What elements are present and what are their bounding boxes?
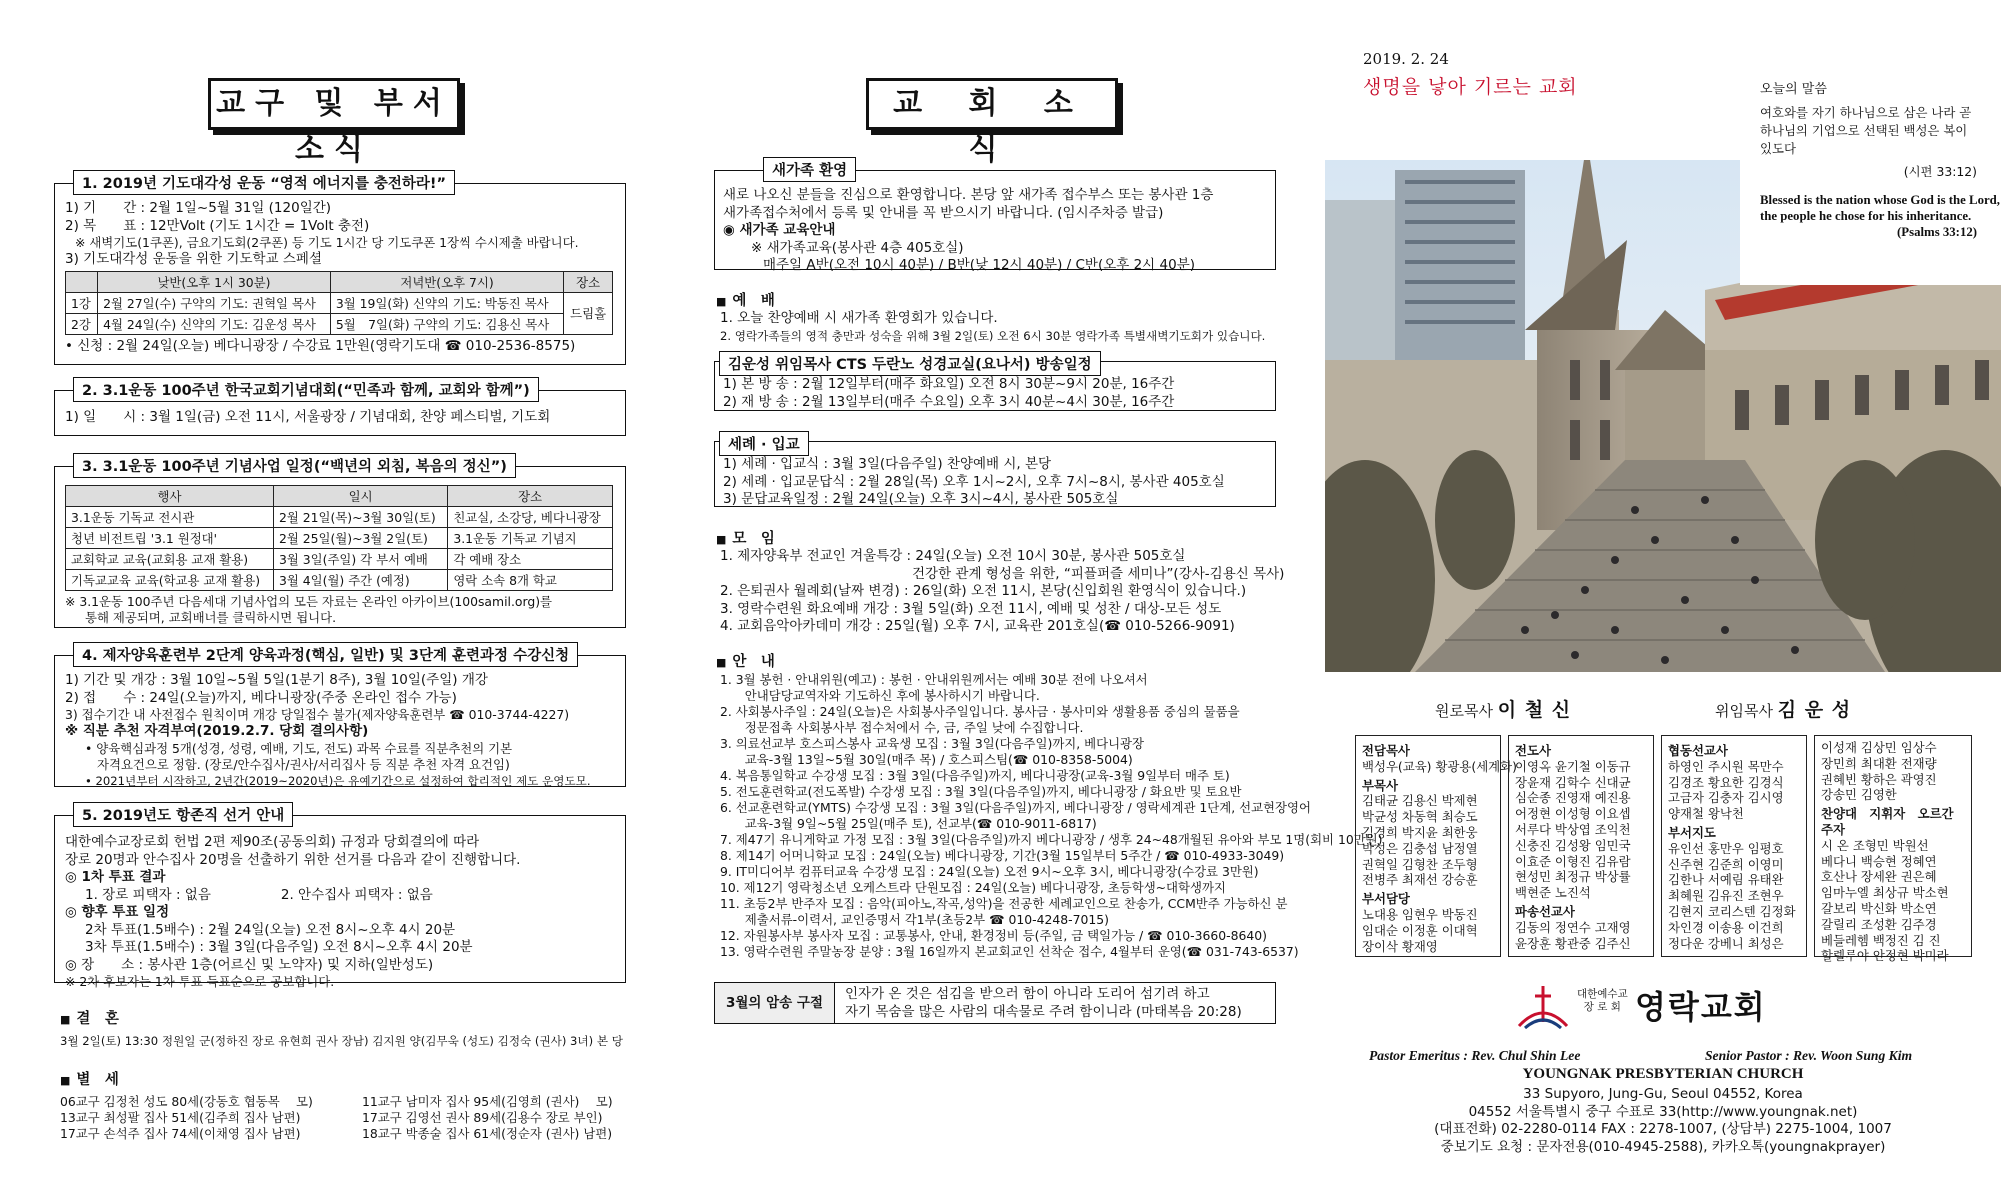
staff-names: 신주현 김준희 이영미 xyxy=(1668,856,1784,872)
staff-names: 갈릴리 조성환 김주경 xyxy=(1821,916,1937,932)
text-line: 1) 일 시 : 3월 1일(금) 오전 11시, 서울광장 / 기념대회, 찬양 페스티벌, 기도회 xyxy=(65,409,551,425)
box-prayer-movement xyxy=(54,176,626,365)
box-march1-assembly xyxy=(54,383,626,436)
box-election: 5. 2019년도 항존직 선거 안내 대한예수교장로회 헌법 2편 제90조(공동의회) 규정과 당회결의에 따라 장로 20명과 안수집사 20명을 선출하기 위한 선거를 다음과 같이 진행합니다. ◎ 1차 투표 결과 1. 장로 피택자 : 없음 2. 안수집사 피택자 : 없음 ◎ 향후 투표 일정 2차 투표(1.5배수) : 2월 24일(오늘) 오전 8시~오후 4시 20분 3차 투표(1.5배수) : 3월 3일(다음주일) 오전 8시~오후 4시 20분 ◎ 장 소 : 봉사관 1층(어르신 및 노약자) 및 지하(일반성도) ※ 2차 후보자는 1차 투표 득표순으로 공보합니다. xyxy=(54,815,626,983)
guide-item: 12. 자원봉사부 봉사자 모집 : 교통봉사, 안내, 환경정비 등(주일, 금 택일가능 / ☎ 010-3660-8640) xyxy=(720,928,1267,943)
meeting-heading: ■ 모 임 xyxy=(716,527,775,548)
staff-names: 권혜빈 황하은 곽영진 xyxy=(1821,771,1937,787)
table-header: 행사 xyxy=(66,486,274,507)
box-heading: 4. 제자양육훈련부 2단계 양육과정(핵심, 일반) 및 3단계 훈련과정 수강신청 xyxy=(73,642,578,667)
table-header: 일시 xyxy=(273,486,447,507)
box-heading: 3. 3.1운동 100주년 기념사업 일정(“백년의 외침, 복음의 정신”) xyxy=(73,453,516,478)
staff-names: 하영인 주시원 목만수 xyxy=(1668,758,1784,774)
section-title-district: 교구 및 부서소식 xyxy=(208,78,460,130)
box-memory-verse: 3월의 암송 구절 인자가 온 것은 섬김을 받으러 함이 아니라 도리어 섬기려 하고 자기 목숨을 많은 사람의 대속물로 주려 함이니라 (마태복음 20:28) xyxy=(714,982,1276,1024)
staff-names: 노대용 임현우 박동진 xyxy=(1362,906,1478,922)
box-newcomer: 새가족 환영 새로 나오신 분들을 진심으로 환영합니다. 본당 앞 새가족 접수부스 또는 봉사관 1층 새가족접수처에서 등록 및 안내를 꼭 받으시기 바랍니다. (임시주차증 발급) ◉ 새가족 교육안내 ※ 새가족교육(봉사관 4층 405호실) 매주일 A반(오전 10시 40분) / B반(낮 12시 40분) / C반(오후 2시 40분) xyxy=(714,170,1276,270)
guide-item: 교육-3월 9일~5월 25일(매주 토), 선교부(☎ 010-9011-6817) xyxy=(720,816,1097,831)
box-heading: 세례 · 입교 xyxy=(719,431,809,456)
section-title-church: 교 회 소 식 xyxy=(866,78,1118,130)
left-column xyxy=(40,0,640,1192)
guide-item: 교육-3월 13일~5월 30일(매주 목) / 호스피스팀(☎ 010-8358-5004) xyxy=(720,752,1133,767)
staff-names: 강송민 김영한 xyxy=(1821,787,1897,803)
table-header: 장소 xyxy=(564,271,613,292)
staff-group-heading: 부목사 xyxy=(1362,777,1398,793)
staff-names: 이영옥 윤기철 이동규 xyxy=(1515,758,1631,774)
staff-names: 김태균 김용신 박제현 xyxy=(1362,793,1478,809)
staff-names: 현성민 최정규 박상률 xyxy=(1515,869,1631,885)
staff-names: 김동의 정연수 고재영 xyxy=(1515,919,1631,935)
worship-heading: ■ 예 배 xyxy=(716,289,775,310)
text-line: • 신청 : 2월 24일(오늘) 베다니광장 / 수강료 1만원(영락기도대 ☎ 010-2536-8575) xyxy=(65,337,576,354)
obituary-heading: ■ 별 세 xyxy=(60,1068,119,1089)
table-row: 기독교교육 교육(학교용 교재 활용) 3월 4일(월) 주간 (예정) 영락 소속 8개 학교 xyxy=(66,570,613,591)
staff-names: 김현지 코리스텐 김정화 xyxy=(1668,903,1796,919)
text-line: 3) 기도대각성 운동을 위한 기도학교 스페셜 xyxy=(65,251,323,267)
staff-names: 백현준 노진석 xyxy=(1515,885,1591,901)
staff-group-heading: 부서담당 xyxy=(1362,891,1410,907)
guide-item: 11. 초등2부 반주자 모집 : 음악(피아노,작곡,성악)을 전공한 세례교인으로 찬송가, CCM반주 가능하신 분 xyxy=(720,896,1288,911)
staff-names: 고금자 김충자 김시영 xyxy=(1668,790,1784,806)
table-row: 청년 비전트립 '3.1 원정대' 2월 25일(월)~3월 2일(토) 3.1운동 기독교 기념지 xyxy=(66,528,613,549)
today-word-title: 오늘의 말씀 xyxy=(1760,82,1827,97)
projects-table xyxy=(65,485,613,591)
obituary-list-left: 06교구 김정천 성도 80세(강동호 협동목 모) 13교구 최성팔 집사 51세(김주희 집사 남편) 17교구 손석주 집사 74세(이채영 집사 남편) xyxy=(60,1094,313,1141)
staff-names: 장이삭 황재영 xyxy=(1362,938,1438,954)
staff-names: 신충진 김성왕 임민국 xyxy=(1515,837,1631,853)
table-header: 낮반(오후 1시 30분) xyxy=(98,271,331,292)
staff-names: 갈보리 박신화 박소연 xyxy=(1821,900,1937,916)
staff-names: 장윤재 김학수 신대균 xyxy=(1515,774,1631,790)
staff-names: 김경희 박지윤 최한웅 xyxy=(1362,824,1478,840)
staff-names: 차인경 이송용 이건희 xyxy=(1668,919,1784,935)
table-row: 3.1운동 기독교 전시관 2월 21일(목)~3월 30일(토) 친교실, 소강당, 베다니광장 xyxy=(66,507,613,528)
box-heading: 2. 3.1운동 100주년 한국교회기념대회(“민족과 함께, 교회와 함께”) xyxy=(73,377,539,402)
guide-item: 5. 전도훈련학교(전도폭발) 수강생 모집 : 3월 3일(다음주일)까지, 베다니광장 / 화요반 및 토요반 xyxy=(720,784,1242,799)
note: 통해 제공되며, 교회배너를 클릭하시면 됩니다. xyxy=(85,610,337,625)
staff-group-heading: 전담목사 xyxy=(1362,743,1410,758)
right-column xyxy=(1325,0,2001,1192)
prayer-school-table xyxy=(65,271,613,335)
box-baptism: 세례 · 입교 1) 세례 · 입교식 : 3월 3일(다음주일) 찬양예배 시, 본당 2) 세례 · 입교문답식 : 2월 28일(목) 오후 1시~2시, 오후 7시~8시, 봉사관 405호실 3) 문답교육일정 : 2월 24일(오늘) 오후 3시~4시, 봉사관 505호실 xyxy=(714,441,1276,507)
pastor-emeritus: 원로목사 이 철 신 xyxy=(1435,699,1572,721)
church-slogan: 생명을 낳아 기르는 교회 xyxy=(1363,76,1578,98)
guide-item: 4. 복음통일학교 수강생 모집 : 3월 3일(다음주일)까지, 베다니광장(교육-3월 9일부터 매주 토) xyxy=(720,768,1230,783)
memory-verse-label: 3월의 암송 구절 xyxy=(715,983,835,1023)
verse-ref-en: (Psalms 33:12) xyxy=(1897,225,1977,239)
box-discipleship: 4. 제자양육훈련부 2단계 양육과정(핵심, 일반) 및 3단계 훈련과정 수강신청 1) 기간 및 개강 : 3월 10일~5월 5일(1분기 8주), 3월 10일(주일) 개강 2) 접 수 : 24일(오늘)까지, 베다니광장(주중 온라인 접수 가능) 3) 접수기간 내 사전접수 원칙이며 개강 당일접수 불가(제자양육훈련부 ☎ 010-3744-4227) ※ 직분 추천 자격부여(2019.2.7. 당회 결의사항) • 양육핵심과정 5개(성경, 성령, 예배, 기도, 전도) 과목 수료를 직분추천의 기본 자격요건으로 정함. (장로/안수집사/권사/서리집사 등 직분 추천 자격 요건임) • 2021년부터 시작하고, 2년간(2019~2020년)은 유예기간으로 설정하여 합리적인 제도 운영도모. xyxy=(54,655,626,787)
church-name: 영락교회 xyxy=(1635,988,1767,1026)
staff-names: 할렐루야 안정현 박미라 xyxy=(1821,948,1949,964)
table-row: 교회학교 교육(교회용 교재 활용) 3월 3일(주일) 각 부서 예배 각 예배 장소 xyxy=(66,549,613,570)
middle-column: 교 회 소 식 새가족 환영 새로 나오신 분들을 진심으로 환영합니다. 본당 앞 새가족 접수부스 또는 봉사관 1층 새가족접수처에서 등록 및 안내를 꼭 받으시기 바랍니다. (임시주차증 발급) ◉ 새가족 교육안내 ※ 새가족교육(봉사관 4층 405호실) 매주일 A반(오전 10시 40분) / B반(낮 12시 40분) / C반(오후 2시 40분) ■ 예 배 1. 오늘 찬양예배 시 새가족 환영회가 있습니다. 2. 영락가족들의 영적 충만과 성숙을 위해 3월 2일(토) 오전 6시 30분 영락가족 특별새벽기도회가 있습니다. 김운성 위임목사 CTS 두란노 성경교실(요나서) 방송일정 1) 본 방 송 : 2월 12일부터(매주 화요일) 오전 8시 30분~9시 20분, 16주간 2) 재 방 송 : 2월 13일부터(매주 수요일) 오후 3시 40분~4시 30분, 16주간 세례 · 입교 1) 세례 · 입교식 : 3월 3일(다음주일) 찬양예배 시, 본당 2) 세례 · 입교문답식 : 2월 28일(목) 오후 1시~2시, 오후 7시~8시, 봉사관 405호실 3) 문답교육일정 : 2월 24일(오늘) 오후 3시~4시, 봉사관 505호실 ■ 모 임 1. 제자양육부 전교인 겨울특강 : 24일(오늘) 오전 10시 30분, 봉사관 505호실 건강한 관계 형성을 위한, “피플퍼즐 세미나”(강사-김용신 목사) 2. 은퇴권사 월례회(날짜 변경) : 26일(화) 오전 11시, 본당(신입회원 환영식이 있습니다.) 3. 영락수련원 화요예배 개강 : 3월 5일(화) 오전 11시, 예배 및 성찬 / 대상-모든 성도 4. 교회음악아카데미 개강 : 25일(월) 오후 7시, 교육관 201호실(☎ 010-5266-9091) ■ 안 내 1. 3월 봉헌 · 안내위원(예고) : 봉헌 · 안내위원께서는 예배 30분 전에 나오셔서 안내담당교역자와 기도하신 후에 봉사하시기 바랍니다. 2. 사회봉사주일 : 24일(오늘)은 사회봉사주일입니다. 봉사금 · 봉사미와 생활용품 중심의 물품을 정문접촉 사회봉사부 접수처에서 수, 금, 주일 낮에 수집합니다. 3. 의료선교부 호스피스봉사 교육생 모집 : 3월 3일(다음주일)까지, 베다니광장 교육-3월 13일~5월 30일(매주 목) / 호스피스팀(☎ 010-8358-5004) 4. 복음통일학교 수강생 모집 : 3월 3일(다음주일)까지, 베다니광장(교육-3월 9일부터 매주 토) 5. 전도훈련학교(전도폭발) 수강생 모집 : 3월 3일(다음주일)까지, 베다니광장 / 화요반 및 토요반 6. 선교훈련학교(YMTS) 수강생 모집 : 3월 3일(다음주일)까지, 베다니광장 / 영락세계관 1단계, 선교현장영어 교육-3월 9일~5월 25일(매주 토), 선교부(☎ 010-9011-6817) 7. 제47기 유니게학교 가정 모집 : 3월 3일(다음주일)까지 베다니광장 / 생후 24~48개월된 유아와 부모 1명(회비 10만원) 8. 제14기 어머니학교 모집 : 24일(오늘) 베다니광장, 기간(3월 15일부터 5주간 / ☎ 010-4933-3049) 9. IT미디어부 컴퓨터교육 수강생 모집 : 24일(오늘) 오전 9시~오후 3시, 베다니광장(수강료 3만원) 10. 제12기 영락청소년 오케스트라 단원모집 : 24일(오늘) 베다니광장, 초등학생~대학생까지 11. 초등2부 반주자 모집 : 음악(피아노,작곡,성악)을 전공한 세례교인으로 찬송가, CCM반주 가능하신 분 제출서류-이력서, 교인증명서 각1부(초등2부 ☎ 010-4248-7015) 12. 자원봉사부 봉사자 모집 : 교통봉사, 안내, 환경정비 등(주일, 금 택일가능 / ☎ 010-3660-8640) 13. 영락수련원 주말농장 분양 : 3월 16일까지 본교회교인 선착순 접수, 4월부터 운영(☎ 031-743-6537) 3월의 암송 구절 인자가 온 것은 섬김을 받으러 함이 아니라 도리어 섬기려 하고 자기 목숨을 많은 사람의 대속물로 주려 함이니라 (마태복음 20:28) xyxy=(706,0,1280,1192)
staff-names: 임마누엘 최상규 박소현 xyxy=(1821,885,1949,901)
staff-group-heading: 전도사 xyxy=(1515,743,1551,758)
senior-pastor-en: Senior Pastor : Rev. Woon Sung Kim xyxy=(1705,1048,1913,1063)
guide-item: 7. 제47기 유니게학교 가정 모집 : 3월 3일(다음주일)까지 베다니광장 / 생후 24~48개월된 유아와 부모 1명(회비 10만원) xyxy=(720,832,1383,847)
staff-names: 박성은 김충섭 남정열 xyxy=(1362,840,1478,856)
obituary-list-right: 11교구 남미자 집사 95세(김영희 (권사) 모) 17교구 김영선 권사 89세(김용수 장로 부인) 18교구 박종술 집사 61세(정순자 (권사) 남편) xyxy=(362,1094,613,1141)
staff-group-heading: 협동선교사 xyxy=(1668,743,1728,758)
issue-date: 2019. 2. 24 xyxy=(1363,50,1449,68)
denomination-label: 대한예수교 장 로 회 xyxy=(1577,988,1628,1013)
guide-item: 안내담당교역자와 기도하신 후에 봉사하시기 바랍니다. xyxy=(720,688,1040,703)
table-header: 저녁반(오후 7시) xyxy=(330,271,563,292)
staff-names: 정다운 강베니 최성은 xyxy=(1668,935,1784,951)
staff-names: 박균성 차동혁 최승도 xyxy=(1362,809,1478,825)
box-cts: 김운성 위임목사 CTS 두란노 성경교실(요나서) 방송일정 1) 본 방 송 : 2월 12일부터(매주 화요일) 오전 8시 30분~9시 20분, 16주간 2) 재 방 송 : 2월 13일부터(매주 수요일) 오후 3시 40분~4시 30분, 16주간 xyxy=(714,361,1276,411)
staff-names: 베들레헴 백정진 김 진 xyxy=(1821,932,1941,948)
staff-group-heading: 찬양대 지휘자 오르간주자 xyxy=(1821,806,1954,837)
staff-names: 백성우(교육) 황광용(세계화) xyxy=(1362,758,1517,774)
staff-names: 최혜원 김유진 조현우 xyxy=(1668,888,1784,904)
staff-names: 심순종 진영재 예진용 xyxy=(1515,790,1631,806)
church-name-en: YOUNGNAK PRESBYTERIAN CHURCH xyxy=(1522,1066,1804,1082)
staff-names: 김한나 서예림 유태완 xyxy=(1668,872,1784,888)
table-header: 장소 xyxy=(448,486,613,507)
table-row: 1강 2월 27일(수) 구약의 기도: 권혁일 목사 3월 19일(화) 신약의 기도: 박동진 목사 드림홀 xyxy=(66,292,613,313)
staff-box-1 xyxy=(1355,735,1517,957)
text-line: 1) 기 간 : 2월 1일~5월 31일 (120일간) xyxy=(65,200,332,216)
staff-names: 베다니 백승현 정혜연 xyxy=(1821,853,1937,869)
table-row: 2강 4월 24일(수) 신약의 기도: 김운성 목사 5월 7일(화) 구약의 기도: 김용신 목사 xyxy=(66,313,613,334)
staff-names: 임대순 이정훈 이대혁 xyxy=(1362,922,1478,938)
guide-item: 6. 선교훈련학교(YMTS) 수강생 모집 : 3월 3일(다음주일)까지, 베다니광장 / 영락세계관 1단계, 선교현장영어 xyxy=(720,800,1311,815)
box-heading: 새가족 환영 xyxy=(763,157,856,182)
staff-names: 양재철 왕낙천 xyxy=(1668,806,1744,822)
note: ※ 새벽기도(1쿠폰), 금요기도회(2쿠폰) 등 기도 1시간 당 기도쿠폰 1장씩 수시제출 바랍니다. xyxy=(75,235,579,250)
wedding-text: 3월 2일(토) 13:30 정원일 군(정하진 장로 유현희 권사 장남) 김지원 양(김무욱 (성도) 김정숙 (권사) 3녀) 본 당 xyxy=(60,1034,623,1048)
staff-box-4 xyxy=(1814,735,1972,964)
staff-names: 서루다 박상엽 조익천 xyxy=(1515,821,1631,837)
text-line: 2) 목 표 : 12만Volt (기도 1시간 = 1Volt 충전) xyxy=(65,217,370,234)
box-heading: 김운성 위임목사 CTS 두란노 성경교실(요나서) 방송일정 xyxy=(719,351,1101,376)
place-cell: 드림홀 xyxy=(564,292,613,334)
box-heading: 5. 2019년도 항존직 선거 안내 xyxy=(73,802,293,827)
guide-item: 10. 제12기 영락청소년 오케스트라 단원모집 : 24일(오늘) 베다니광장, 초등학생~대학생까지 xyxy=(720,880,1226,895)
staff-names: 어정현 이성형 이요셉 xyxy=(1515,806,1631,822)
staff-names: 김경조 황요한 김경식 xyxy=(1668,774,1784,790)
box-heading: 1. 2019년 기도대각성 운동 “영적 에너지를 충전하라!” xyxy=(73,170,455,195)
staff-group-heading: 파송선교사 xyxy=(1515,903,1575,919)
guide-item: 13. 영락수련원 주말농장 분양 : 3월 16일까지 본교회교인 선착순 접수, 4월부터 운영(☎ 031-743-6537) xyxy=(720,944,1299,959)
staff-names: 이효준 이형진 김유람 xyxy=(1515,853,1631,869)
staff-box-2 xyxy=(1508,735,1654,957)
staff-names: 유인선 홍만우 임평호 xyxy=(1668,840,1784,856)
staff-names: 윤장훈 황관중 김주신 xyxy=(1515,935,1631,951)
today-word-panel: 오늘의 말씀 여호와를 자기 하나님으로 삼은 나라 곧 하나님의 기업으로 선택된 백성은 복이 있도다 (시편 33:12) Blessed is the nation whose God is the Lord, the people he chose for his inheritance. (Psalms 33:12) xyxy=(1740,0,2001,285)
guide-item: 8. 제14기 어머니학교 모집 : 24일(오늘) 베다니광장, 기간(3월 15일부터 5주간 / ☎ 010-4933-3049) xyxy=(720,848,1285,863)
guide-item: 9. IT미디어부 컴퓨터교육 수강생 모집 : 24일(오늘) 오전 9시~오후 3시, 베다니광장(수강료 3만원) xyxy=(720,864,1259,879)
contact-info: 33 Supyoro, Jung-Gu, Seoul 04552, Korea 04552 서울특별시 중구 수표로 33(http://www.youngnak.net) (대표전화) 02-2280-0114 FAX : 2278-1007, (상담부) 2275-1004, 1007 중보기도 요청 : 문자전용(010-4945-2588), 카카오톡(youngnakprayer) xyxy=(1434,1086,1892,1155)
staff-box-3 xyxy=(1661,735,1807,957)
wedding-heading: ■ 결 혼 xyxy=(60,1007,119,1028)
pastor-emeritus-en: Pastor Emeritus : Rev. Chul Shin Lee xyxy=(1369,1048,1581,1063)
guide-item: 3. 의료선교부 호스피스봉사 교육생 모집 : 3월 3일(다음주일)까지, 베다니광장 xyxy=(720,736,1144,751)
guide-item: 1. 3월 봉헌 · 안내위원(예고) : 봉헌 · 안내위원께서는 예배 30분 전에 나오셔서 xyxy=(720,672,1148,687)
senior-pastor: 위임목사 김 운 성 xyxy=(1715,699,1852,721)
guide-item: 2. 사회봉사주일 : 24일(오늘)은 사회봉사주일입니다. 봉사금 · 봉사미와 생활용품 중심의 물품을 xyxy=(720,704,1240,719)
box-march1-projects xyxy=(54,459,626,628)
guide-heading: ■ 안 내 xyxy=(716,650,775,671)
guide-item: 제출서류-이력서, 교인증명서 각1부(초등2부 ☎ 010-4248-7015) xyxy=(720,912,1109,927)
note: ※ 3.1운동 100주년 다음세대 기념사업의 모든 자료는 온라인 아카이브(100samil.org)를 xyxy=(65,594,553,609)
staff-names: 이성재 김상민 임상수 xyxy=(1821,740,1937,755)
staff-names: 권혁일 김형찬 조두형 xyxy=(1362,856,1478,872)
staff-names: 전병주 최재선 강승훈 xyxy=(1362,872,1478,888)
meeting-list: 1. 제자양육부 전교인 겨울특강 : 24일(오늘) 오전 10시 30분, 봉사관 505호실 건강한 관계 형성을 위한, “피플퍼즐 세미나”(강사-김용신 목사) 2. 은퇴권사 월례회(날짜 변경) : 26일(화) 오전 11시, 본당(신입회원 환영식이 있습니다.) 3. 영락수련원 화요예배 개강 : 3월 5일(화) 오전 11시, 예배 및 성찬 / 대상-모든 성도 4. 교회음악아카데미 개강 : 25일(월) 오후 7시, 교육관 201호실(☎ 010-5266-9091) xyxy=(720,548,1285,634)
staff-names: 장민희 최대환 전재량 xyxy=(1821,755,1937,771)
staff-group-heading: 부서지도 xyxy=(1668,824,1716,840)
church-logo-icon xyxy=(1515,982,1571,1030)
church-logo xyxy=(1515,982,1571,1034)
guide-item: 정문접촉 사회봉사부 접수처에서 수, 금, 주일 낮에 수집합니다. xyxy=(720,720,1084,735)
staff-names: 시 온 조형민 박원선 xyxy=(1821,837,1929,853)
staff-names: 호산나 장세완 권은혜 xyxy=(1821,869,1937,885)
verse-ref: (시편 33:12) xyxy=(1903,164,1977,179)
